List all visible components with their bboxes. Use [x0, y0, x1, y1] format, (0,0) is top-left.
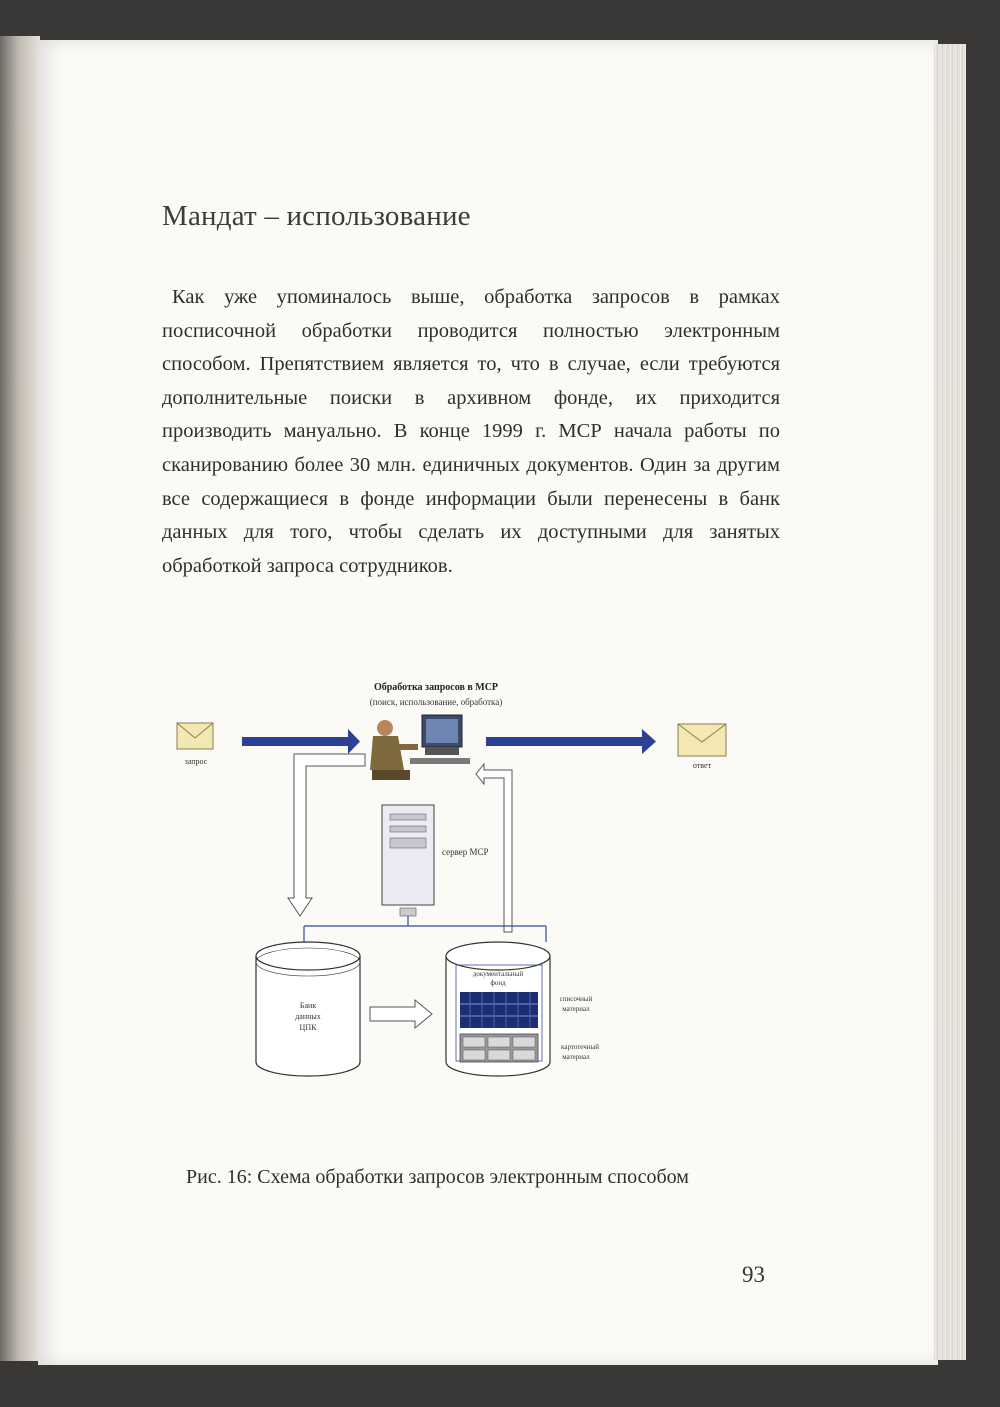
book-spine [0, 36, 40, 1361]
database-label-1: Банк [299, 1001, 317, 1010]
outgoing-arrow [486, 729, 656, 754]
answer-label: ответ [692, 761, 712, 770]
transfer-hollow-arrow [370, 1000, 432, 1028]
body-paragraph: Как уже упоминалось выше, обработка запросов в рамках посписочной обработки проводится полностью электронным способом. Препятствием является то, что в случае, если требуются дополнительные поиски в архивном фонде, их приходится производить мануально. В конце 1999 г. МСР начала работы по сканированию более 30 млн. единичных документов. Один за другим все содержащиеся в фонде информации были перенесены в банк данных для того, чтобы сделать их доступными для занятых обработкой запроса сотрудников. [162, 286, 780, 577]
database-label-2: данных [295, 1012, 321, 1021]
fund-label-1: документальный [472, 970, 524, 978]
server-icon [382, 805, 434, 916]
operator-at-computer-icon [370, 715, 470, 780]
server-label: сервер МСР [442, 847, 489, 857]
request-label: запрос [184, 757, 208, 766]
request-envelope-icon [177, 723, 213, 749]
diagram-subtitle: (поиск, использование, обработка) [369, 697, 503, 707]
incoming-arrow [242, 729, 360, 754]
section-heading: Мандат – использование [162, 200, 471, 232]
page-edges [934, 44, 966, 1360]
answer-envelope-icon [678, 724, 726, 756]
page-number: 93 [742, 1262, 765, 1287]
down-hollow-arrow [288, 754, 365, 916]
database-label-3: ЦПК [299, 1023, 317, 1032]
card-material-label-2: материал [562, 1053, 590, 1061]
list-material-label-1: списочный [559, 995, 593, 1003]
card-cabinet-icon [460, 1034, 538, 1062]
shelving-icon [460, 992, 538, 1028]
request-processing-diagram [160, 670, 780, 1090]
diagram-title: Обработка запросов в МСР [373, 682, 499, 693]
card-material-label-1: картотечный [561, 1043, 599, 1051]
fund-label-2: фонд [490, 979, 506, 987]
list-material-label-2: материал [562, 1005, 590, 1013]
figure-caption: Рис. 16: Схема обработки запросов электронным способом [186, 1166, 689, 1188]
